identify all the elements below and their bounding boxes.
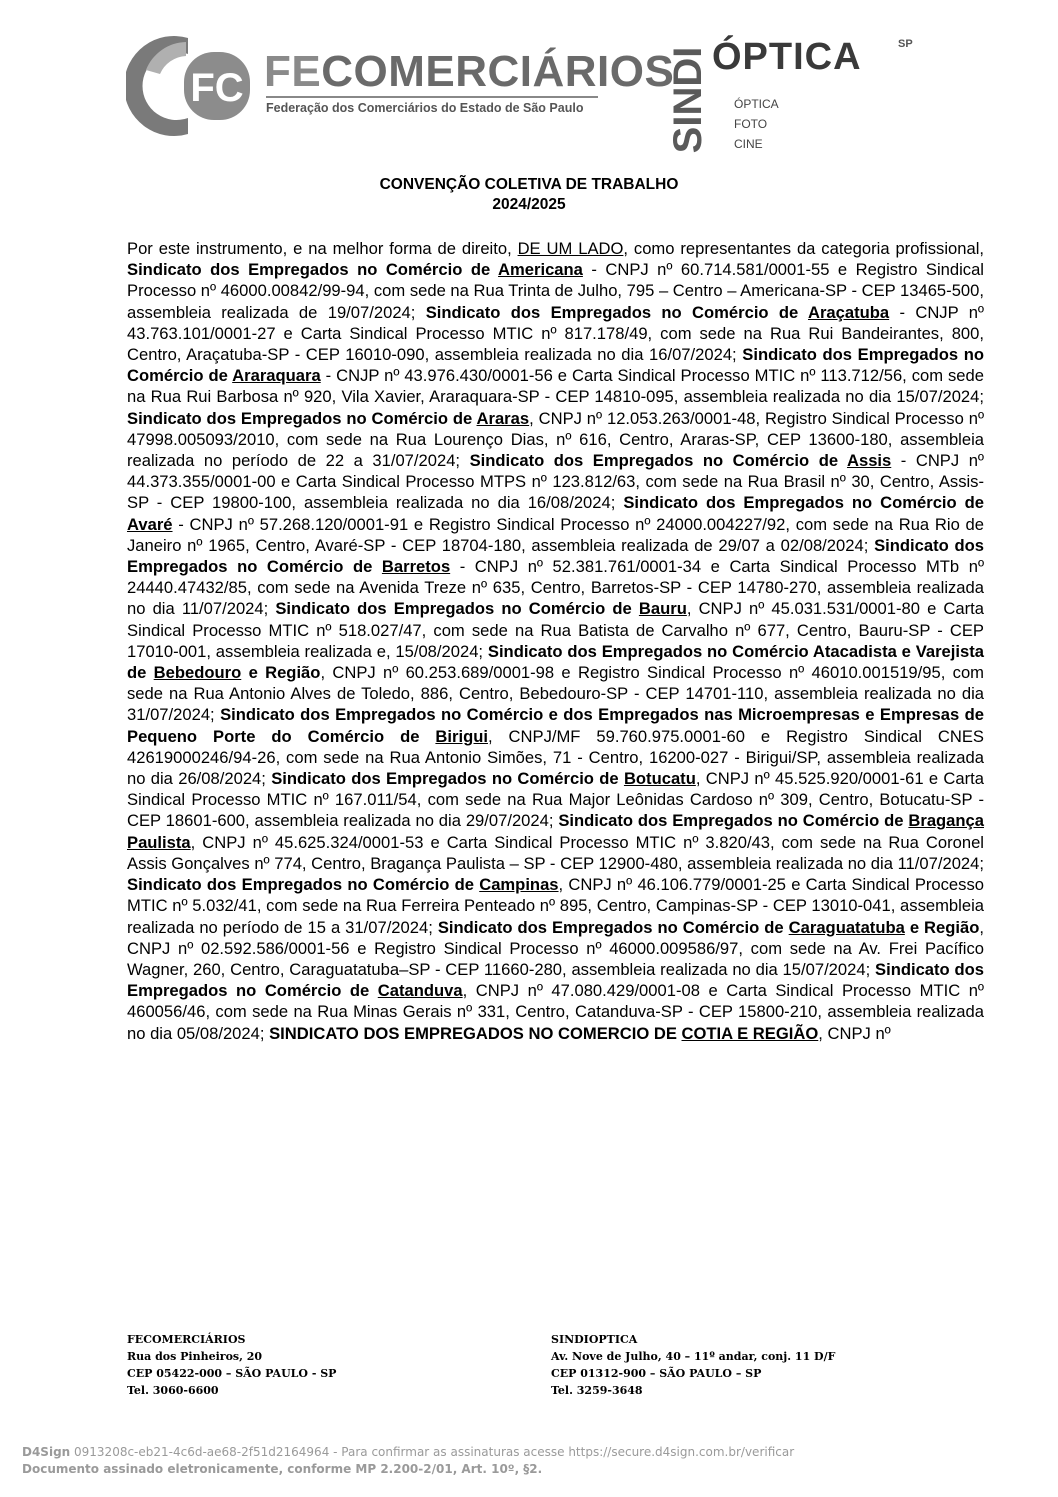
paragraph-text: , CNPJ nº 12.053.263/0001-48, Registro Sindical Processo nº 47998.005093/2010, com sede na Rua Lourenço Dias, nº 616, Centro, Araras-SP, CEP 13600-180, assembleia realizada no período de 22 a 31/07/2024; (127, 408, 984, 471)
underlined-text: DE UM LADO (517, 239, 624, 258)
optica-wordmark: ÓPTICA (712, 36, 862, 78)
paragraph-text: - CNJP nº 43.763.101/0001-27 e Carta Sindical Processo MTIC nº 817.178/49, com sede na Rua Rui Bandeirantes, 800, Centro, Araçatuba-SP - CEP 16010-090, assembleia realizada no dia 16/07/2024; (127, 302, 984, 365)
union-name: Sindicato dos Empregados no Comércio de (437, 917, 789, 937)
union-name: Sindicato dos Empregados no Comércio de (127, 535, 984, 577)
union-name: Sindicato dos Empregados no Comércio de (127, 875, 480, 895)
document-year: 2024/2025 (492, 196, 566, 213)
sindi-item: ÓPTICA (734, 97, 779, 111)
document-title: CONVENÇÃO COLETIVA DE TRABALHO (379, 176, 679, 193)
union-name: Sindicato dos Empregados no Comércio de (469, 451, 847, 471)
main-paragraph (127, 238, 984, 1044)
paragraph-text: , CNPJ/MF 59.760.975.0001-60 e Registro Sindical CNES 42619000246/94-26, com sede na Rua Antonio Simões, 71 - Centro, 16200-027 - Birigui/SP, assembleia realizada no dia 26/08/2024; (127, 726, 984, 789)
paragraph-text: - CNPJ nº 60.714.581/0001-55 e Registro Sindical Processo nº 46000.00842/99-94, com sede na Rua Trinta de Julho, 795 – Centro – Americana-SP - CEP 13465-500, assembleia realizada de 19/07/2024; (127, 260, 984, 322)
paragraph-text: - CNPJ nº 57.268.120/0001-91 e Registro Sindical Processo nº 24000.004227/92, com sede na Rua Rio de Janeiro nº 1965, Centro, Avaré-SP - CEP 18704-180, assembleia realizada de 29/07 a 02/08/2024; (127, 514, 984, 555)
sindi-items (734, 94, 779, 154)
signature-line-2: Documento assinado eletronicamente, conforme MP 2.200-2/01, Art. 10º, §2. (22, 1462, 543, 1476)
union-name: SINDICATO DOS EMPREGADOS NO COMERCIO DE (269, 1023, 682, 1043)
union-name: Sindicato dos Empregados no Comércio de (558, 811, 909, 831)
paragraph-text: - CNJP nº 43.976.430/0001-56 e Carta Sindical Processo MTIC nº 113.712/56, com sede na Rua Rui Barbosa nº 920, Vila Xavier, Araraquara-SP - CEP 14810-095, assembleia realizada no dia 15/07/2024; (127, 366, 984, 407)
paragraph-text: - CNPJ nº 44.373.355/0001-00 e Carta Sindical Processo MTPS nº 123.812/63, com sede na Rua Brasil nº 30, Centro, Assis-SP - CEP 19800-100, assembleia realizada no dia 16/08/2024; (127, 451, 984, 513)
paragraph-text: , CNPJ nº 47.080.429/0001-08 e Carta Sindical Processo MTIC nº 460056/46, com sede na Rua Minas Gerais nº 331, Centro, Catanduva-SP - CEP 15800-210, assembleia realizada no dia 05/08/2024; (127, 981, 984, 1043)
address-line: CEP 05422-000 – SÃO PAULO - SP (127, 1367, 337, 1380)
union-city-name: Bragança Paulista (127, 811, 985, 852)
paragraph-text: Por este instrumento, e na melhor forma de direito, (127, 239, 518, 258)
signature-verification-text: 0913208c-eb21-4c6d-ae68-2f51d2164964 - Para confirmar as assinaturas acesse https://secure.d4sign.com.br/verificar (70, 1445, 795, 1459)
fecomerciarios-wordmark (264, 47, 675, 96)
d4sign-stamp (22, 1444, 1042, 1478)
sp-mark: SP (898, 38, 913, 50)
union-name: Sindicato dos Empregados no Comércio de (623, 493, 984, 513)
sindioptica-logo (664, 30, 924, 160)
fc-word-prefix: FE (264, 47, 322, 96)
paragraph-text: , CNPJ nº 45.625.324/0001-53 e Carta Sindical Processo MTIC nº 3.820/43, com sede na Rua Coronel Assis Gonçalves nº 774, Centro, Bragança Paulista – SP - CEP 12900-480, assembleia realizada no dia 11/07/2024; (127, 832, 984, 873)
paragraph-text: , CNPJ nº 45.031.531/0001-80 e Carta Sindical Processo MTIC nº 518.027/47, com sede na Rua Batista de Carvalho nº 677, Centro, Bauru-SP - CEP 17010-001, assembleia realizada e, 15/08/2024; (127, 599, 984, 661)
paragraph-text: , CNPJ nº 02.592.586/0001-56 e Registro Sindical Processo nº 46000.009586/97, com sede na Av. Frei Pacífico Wagner, 260, Centro, Caraguatatuba–SP - CEP 11660-280, assembleia realizada no dia 15/07/2024; (127, 917, 985, 979)
union-city-name: Barretos (381, 557, 451, 577)
union-name: Sindicato dos Empregados no Comércio de (425, 302, 808, 322)
union-city-name: Americana (498, 260, 583, 280)
union-city-name: Bebedouro (153, 663, 242, 683)
union-name: Sindicato dos Empregados no Comércio de (127, 959, 985, 1001)
sindi-vertical-mark: SINDI (666, 46, 710, 154)
union-city-name: Araçatuba (807, 302, 890, 322)
union-name: Sindicato dos Empregados no Comércio e dos Empregados nas Microempresas e Empresas de Pequeno Porte do Comércio de (127, 705, 984, 746)
union-city-name: Bauru (638, 599, 687, 619)
union-name: Sindicato dos Empregados no Comércio de (127, 408, 477, 428)
union-city-name: Birigui (435, 726, 488, 746)
address-line: Rua dos Pinheiros, 20 (127, 1350, 263, 1363)
union-city-name: Botucatu (623, 769, 696, 789)
union-city-name: Assis (846, 451, 892, 471)
union-name: e Região (241, 663, 321, 683)
paragraph-text: , como representantes da categoria profissional, (623, 239, 984, 258)
fc-emblem-icon (126, 34, 256, 138)
union-city-name: Araras (476, 408, 530, 428)
paragraph-text: , CNPJ nº (818, 1023, 891, 1043)
footer-address-fecomerciarios (127, 1331, 336, 1399)
union-name: Sindicato dos Empregados no Comércio Atacadista e Varejista de (127, 641, 984, 683)
union-name: e Região (904, 917, 980, 937)
sindi-item: CINE (734, 137, 763, 151)
paragraph-text: , CNPJ nº 60.253.689/0001-98 e Registro Sindical Processo nº 46010.001519/95, com sede na Rua Antonio Alves de Toledo, 886, Centro, Bebedouro-SP - CEP 14701-110, assembleia realizada no dia 31/07/2024; (127, 663, 984, 725)
union-name: Sindicato dos Empregados no Comércio de (127, 260, 499, 280)
fecomerciarios-subtitle: Federação dos Comerciários do Estado de São Paulo (266, 96, 598, 115)
footer-address-sindioptica (551, 1331, 835, 1399)
address-line: FECOMERCIÁRIOS (127, 1333, 246, 1346)
union-city-name: Catanduva (377, 981, 463, 1001)
address-line: SINDIOPTICA (551, 1333, 638, 1346)
union-city-name: Avaré (127, 514, 173, 534)
paragraph-text: , CNPJ nº 45.525.920/0001-61 e Carta Sindical Processo MTIC nº 167.011/54, com sede na Rua Major Leônidas Cardoso nº 309, Centro, Botucatu-SP - CEP 18601-600, assembleia realizada no dia 29/07/2024; (127, 769, 984, 831)
union-city-name: COTIA E REGIÃO (681, 1023, 819, 1043)
union-name: Sindicato dos Empregados no Comércio de (275, 599, 639, 619)
union-city-name: Caraguatatuba (788, 917, 905, 937)
sindi-item: FOTO (734, 117, 768, 131)
union-city-name: Araraquara (232, 366, 321, 386)
fecomerciarios-logo (126, 30, 675, 140)
address-line: Tel. 3060-6600 (127, 1384, 219, 1397)
address-line: CEP 01312-900 – SÃO PAULO – SP (551, 1367, 762, 1380)
address-line: Av. Nove de Julho, 40 – 11º andar, conj. 11 D/F (551, 1350, 836, 1363)
union-name: Sindicato dos Empregados no Comércio de (271, 769, 624, 789)
address-line: Tel. 3259-3648 (551, 1384, 643, 1397)
union-city-name: Campinas (479, 875, 559, 895)
paragraph-text: - CNPJ nº 52.381.761/0001-34 e Carta Sindical Processo MTb nº 24440.47432/85, com sede na Avenida Treze nº 635, Centro, Barretos-SP - CEP 14780-270, assembleia realizada no dia 11/07/2024; (127, 557, 985, 619)
paragraph-text: , CNPJ nº 46.106.779/0001-25 e Carta Sindical Processo MTIC nº 5.032/41, com sede na Rua Ferreira Penteado nº 895, Centro, Campinas-SP - CEP 13010-041, assembleia realizada no período de 15 a 31/07/2024; (127, 875, 984, 937)
fc-emblem-text: FC (190, 66, 244, 110)
body-text (127, 238, 984, 1044)
fc-word-main: COMERCIÁRIOS (321, 47, 675, 96)
union-name: Sindicato dos Empregados no Comércio de (127, 345, 985, 386)
d4sign-brand: D4Sign (22, 1445, 71, 1459)
signature-line-1 (22, 1444, 1042, 1461)
